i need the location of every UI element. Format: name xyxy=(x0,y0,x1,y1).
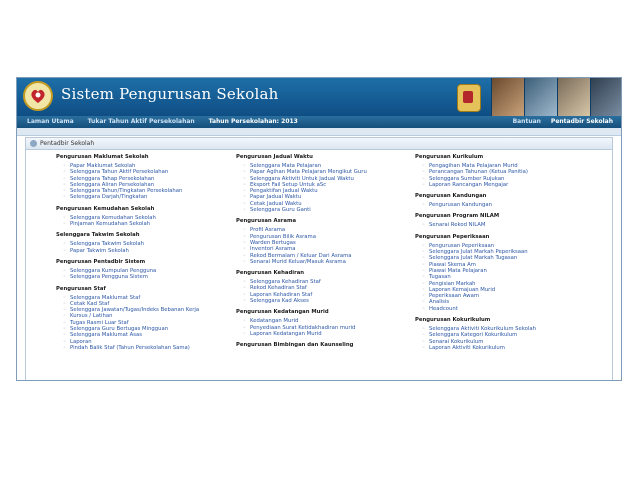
menu-list xyxy=(250,163,406,213)
menu-link[interactable]: ◦ Selenggara Guru Ganti xyxy=(250,207,406,213)
app-window xyxy=(16,77,622,381)
menu-list xyxy=(70,241,226,254)
panel-title: Pentadbir Sekolah xyxy=(40,140,95,147)
menu-link[interactable]: ◦ Laporan Kehadiran Staf xyxy=(250,292,406,298)
menu-link[interactable]: ◦ Selenggara Tahap Persekolahan xyxy=(70,176,226,182)
section-title: Pengurusan Peperiksaan xyxy=(415,233,490,240)
menu-column xyxy=(415,154,585,356)
menu-link[interactable]: ◦ Selenggara Aliran Persekolahan xyxy=(70,182,226,188)
section-title: Pengurusan Kokurikulum xyxy=(415,317,491,324)
nav-admin-link[interactable]: Pentadbir Sekolah xyxy=(550,118,613,125)
menu-link[interactable]: ◦ Pengisian Markah xyxy=(429,281,585,287)
section-title: Pengurusan Program NILAM xyxy=(415,213,500,220)
header-photo xyxy=(590,78,621,116)
menu-link[interactable]: ◦ Warden Bertugas xyxy=(250,240,406,246)
menu-list xyxy=(429,222,585,228)
header-photo xyxy=(524,78,557,116)
menu-link[interactable]: ◦ Kursus / Latihan xyxy=(70,313,226,319)
menu-link[interactable]: ◦ Kedatangan Murid xyxy=(250,318,406,324)
menu-list xyxy=(250,227,406,265)
header-photo xyxy=(557,78,590,116)
section-title: Pengurusan Maklumat Sekolah xyxy=(56,154,149,160)
menu-link[interactable]: ◦ Perancangan Tahunan (Ketua Panitia) xyxy=(429,169,585,175)
menu-link[interactable]: ◦ Analisis xyxy=(429,299,585,305)
menu-list xyxy=(70,163,226,201)
menu-link[interactable]: ◦ Papar Takwim Sekolah xyxy=(70,248,226,254)
menu-link[interactable]: ◦ Laporan Rancangan Mengajar xyxy=(429,182,585,188)
menu-link[interactable]: ◦ Senarai Rekod NILAM xyxy=(429,222,585,228)
menu-link[interactable]: ◦ Selenggara Kemudahan Sekolah xyxy=(70,215,226,221)
menu-link[interactable]: ◦ Penyediaan Surat Ketidakhadiran murid xyxy=(250,325,406,331)
menu-list xyxy=(429,202,585,208)
section-title: Pengurusan Kedatangan Murid xyxy=(236,309,329,316)
menu-link[interactable]: ◦ Selenggara Guru Bertugas Mingguan xyxy=(70,326,226,332)
menu-link[interactable]: ◦ Rekod Bermalam / Keluar Dari Asrama xyxy=(250,253,406,259)
menu-list xyxy=(70,215,226,228)
menu-link[interactable]: ◦ Cetak Jadual Waktu xyxy=(250,201,406,207)
menu-column xyxy=(236,154,406,351)
menu-list xyxy=(429,163,585,188)
menu-link[interactable]: ◦ Laporan Kemajuan Murid xyxy=(429,287,585,293)
ministry-crest-icon xyxy=(457,84,481,112)
admin-panel xyxy=(25,137,613,381)
menu-link[interactable]: ◦ Selenggara Sumber Rujukan xyxy=(429,176,585,182)
menu-link[interactable]: ◦ Tugasan xyxy=(429,274,585,280)
menu-link[interactable]: ◦ Tugas Rasmi Luar Staf xyxy=(70,320,226,326)
menu-link[interactable]: ◦ Selenggara Darjah/Tingkatan xyxy=(70,194,226,200)
top-nav xyxy=(17,116,621,128)
nav-help-link[interactable]: Bantuan xyxy=(512,118,541,125)
menu-link[interactable]: ◦ Selenggara Jawatan/Tugas/Indeks Bebanan Kerja xyxy=(70,307,226,313)
menu-link[interactable]: ◦ Selenggara Tahun/Tingkatan Persekolahan xyxy=(70,188,226,194)
menu-link[interactable]: ◦ Selenggara Tahun Aktif Persekolahan xyxy=(70,169,226,175)
menu-link[interactable]: ◦ Pengurusan Kandungan xyxy=(429,202,585,208)
section-title: Selenggara Takwim Sekolah xyxy=(56,232,140,239)
menu-link[interactable]: ◦ Selenggara Julat Markah Tugasan xyxy=(429,255,585,261)
menu-link[interactable]: ◦ Eksport Fail Setup Untuk aSc xyxy=(250,182,406,188)
section-title: Pengurusan Jadual Waktu xyxy=(236,154,313,160)
menu-link[interactable]: ◦ Selenggara Kumpulan Pengguna xyxy=(70,268,226,274)
menu-link[interactable]: ◦ Piawai Mata Pelajaran xyxy=(429,268,585,274)
menu-link[interactable]: ◦ Selenggara Pengguna Sistem xyxy=(70,274,226,280)
menu-link[interactable]: ◦ Pinjaman Kemudahan Sekolah xyxy=(70,221,226,227)
menu-link[interactable]: ◦ Selenggara Mata Pelajaran xyxy=(250,163,406,169)
menu-link[interactable]: ◦ Rekod Kehadiran Staf xyxy=(250,285,406,291)
menu-link[interactable]: ◦ Selenggara Kategori Kokurikulum xyxy=(429,332,585,338)
header-photo-strip xyxy=(491,78,621,116)
menu-link[interactable]: ◦ Selenggara Julat Markah Peperiksaan xyxy=(429,249,585,255)
menu-link[interactable]: ◦ Selenggara Maklumat Staf xyxy=(70,295,226,301)
menu-link[interactable]: ◦ Pengurusan Peperiksaan xyxy=(429,243,585,249)
section-title: Pengurusan Kemudahan Sekolah xyxy=(56,205,155,212)
menu-link[interactable]: ◦ Selenggara Takwim Sekolah xyxy=(70,241,226,247)
section-title: Pengurusan Kandungan xyxy=(415,193,487,200)
menu-link[interactable]: ◦ Pengagihan Mata Pelajaran Murid xyxy=(429,163,585,169)
menu-column xyxy=(56,154,226,356)
menu-link[interactable]: ◦ Selenggara Kehadiran Staf xyxy=(250,279,406,285)
panel-header xyxy=(26,138,612,150)
section-title: Pengurusan Pentadbir Sistem xyxy=(56,258,146,265)
menu-link[interactable]: ◦ Pindah Balik Staf (Tahun Persekolahan Sama) xyxy=(70,345,226,351)
menu-link[interactable]: ◦ Laporan Kedatangan Murid xyxy=(250,331,406,337)
app-header xyxy=(17,78,621,116)
menu-link[interactable]: ◦ Selenggara Maklumat Asas xyxy=(70,332,226,338)
menu-list xyxy=(250,318,406,337)
app-title: Sistem Pengurusan Sekolah xyxy=(61,85,279,103)
sub-bar xyxy=(17,128,621,136)
section-title: Pengurusan Kurikulum xyxy=(415,154,484,160)
section-title: Pengurusan Asrama xyxy=(236,218,297,225)
collapse-icon[interactable] xyxy=(30,140,37,147)
menu-link[interactable]: ◦ Laporan xyxy=(70,339,226,345)
menu-link[interactable]: ◦ Senarai Murid Keluar/Masuk Asrama xyxy=(250,259,406,265)
menu-link[interactable]: ◦ Senarai Kokurikulum xyxy=(429,339,585,345)
section-title: Pengurusan Bimbingan dan Kaunseling xyxy=(236,342,354,349)
menu-link[interactable]: ◦ Profil Asrama xyxy=(250,227,406,233)
menu-link[interactable]: ◦ Cetak Kad Staf xyxy=(70,301,226,307)
menu-link[interactable]: ◦ Pengurusan Bilik Asrama xyxy=(250,234,406,240)
menu-link[interactable]: ◦ Pengaktifan Jadual Waktu xyxy=(250,188,406,194)
section-title: Pengurusan Kehadiran xyxy=(236,270,305,277)
nav-home-link[interactable]: Laman Utama xyxy=(27,118,74,125)
menu-link[interactable]: ◦ Selenggara Kad Akses xyxy=(250,298,406,304)
nav-change-year-link[interactable]: Tukar Tahun Aktif Persekolahan xyxy=(87,118,195,125)
menu-link[interactable]: ◦ Selenggara Aktiviti Untuk Jadual Waktu xyxy=(250,176,406,182)
menu-link[interactable]: ◦ Laporan Aktiviti Kokurikulum xyxy=(429,345,585,351)
menu-link[interactable]: ◦ Peperiksaan Awam xyxy=(429,293,585,299)
menu-list xyxy=(429,326,585,351)
menu-list xyxy=(250,279,406,304)
menu-link[interactable]: ◦ Selenggara Aktiviti Kokurikulum Sekolah xyxy=(429,326,585,332)
menu-link[interactable]: ◦ Piawai Skema Am xyxy=(429,262,585,268)
school-logo-icon xyxy=(23,81,53,111)
menu-list xyxy=(429,243,585,312)
menu-link[interactable]: ◦ Papar Agihan Mata Pelajaran Mengikut Guru xyxy=(250,169,406,175)
menu-link[interactable]: ◦ Papar Maklumat Sekolah xyxy=(70,163,226,169)
school-year-label: Tahun Persekolahan: 2013 xyxy=(208,118,298,125)
menu-link[interactable]: ◦ Papar Jadual Waktu xyxy=(250,194,406,200)
menu-link[interactable]: ◦ Headcount xyxy=(429,306,585,312)
section-title: Pengurusan Staf xyxy=(56,285,106,292)
menu-list xyxy=(70,295,226,352)
header-photo xyxy=(491,78,524,116)
menu-list xyxy=(70,268,226,281)
menu-link[interactable]: ◦ Inventori Asrama xyxy=(250,246,406,252)
